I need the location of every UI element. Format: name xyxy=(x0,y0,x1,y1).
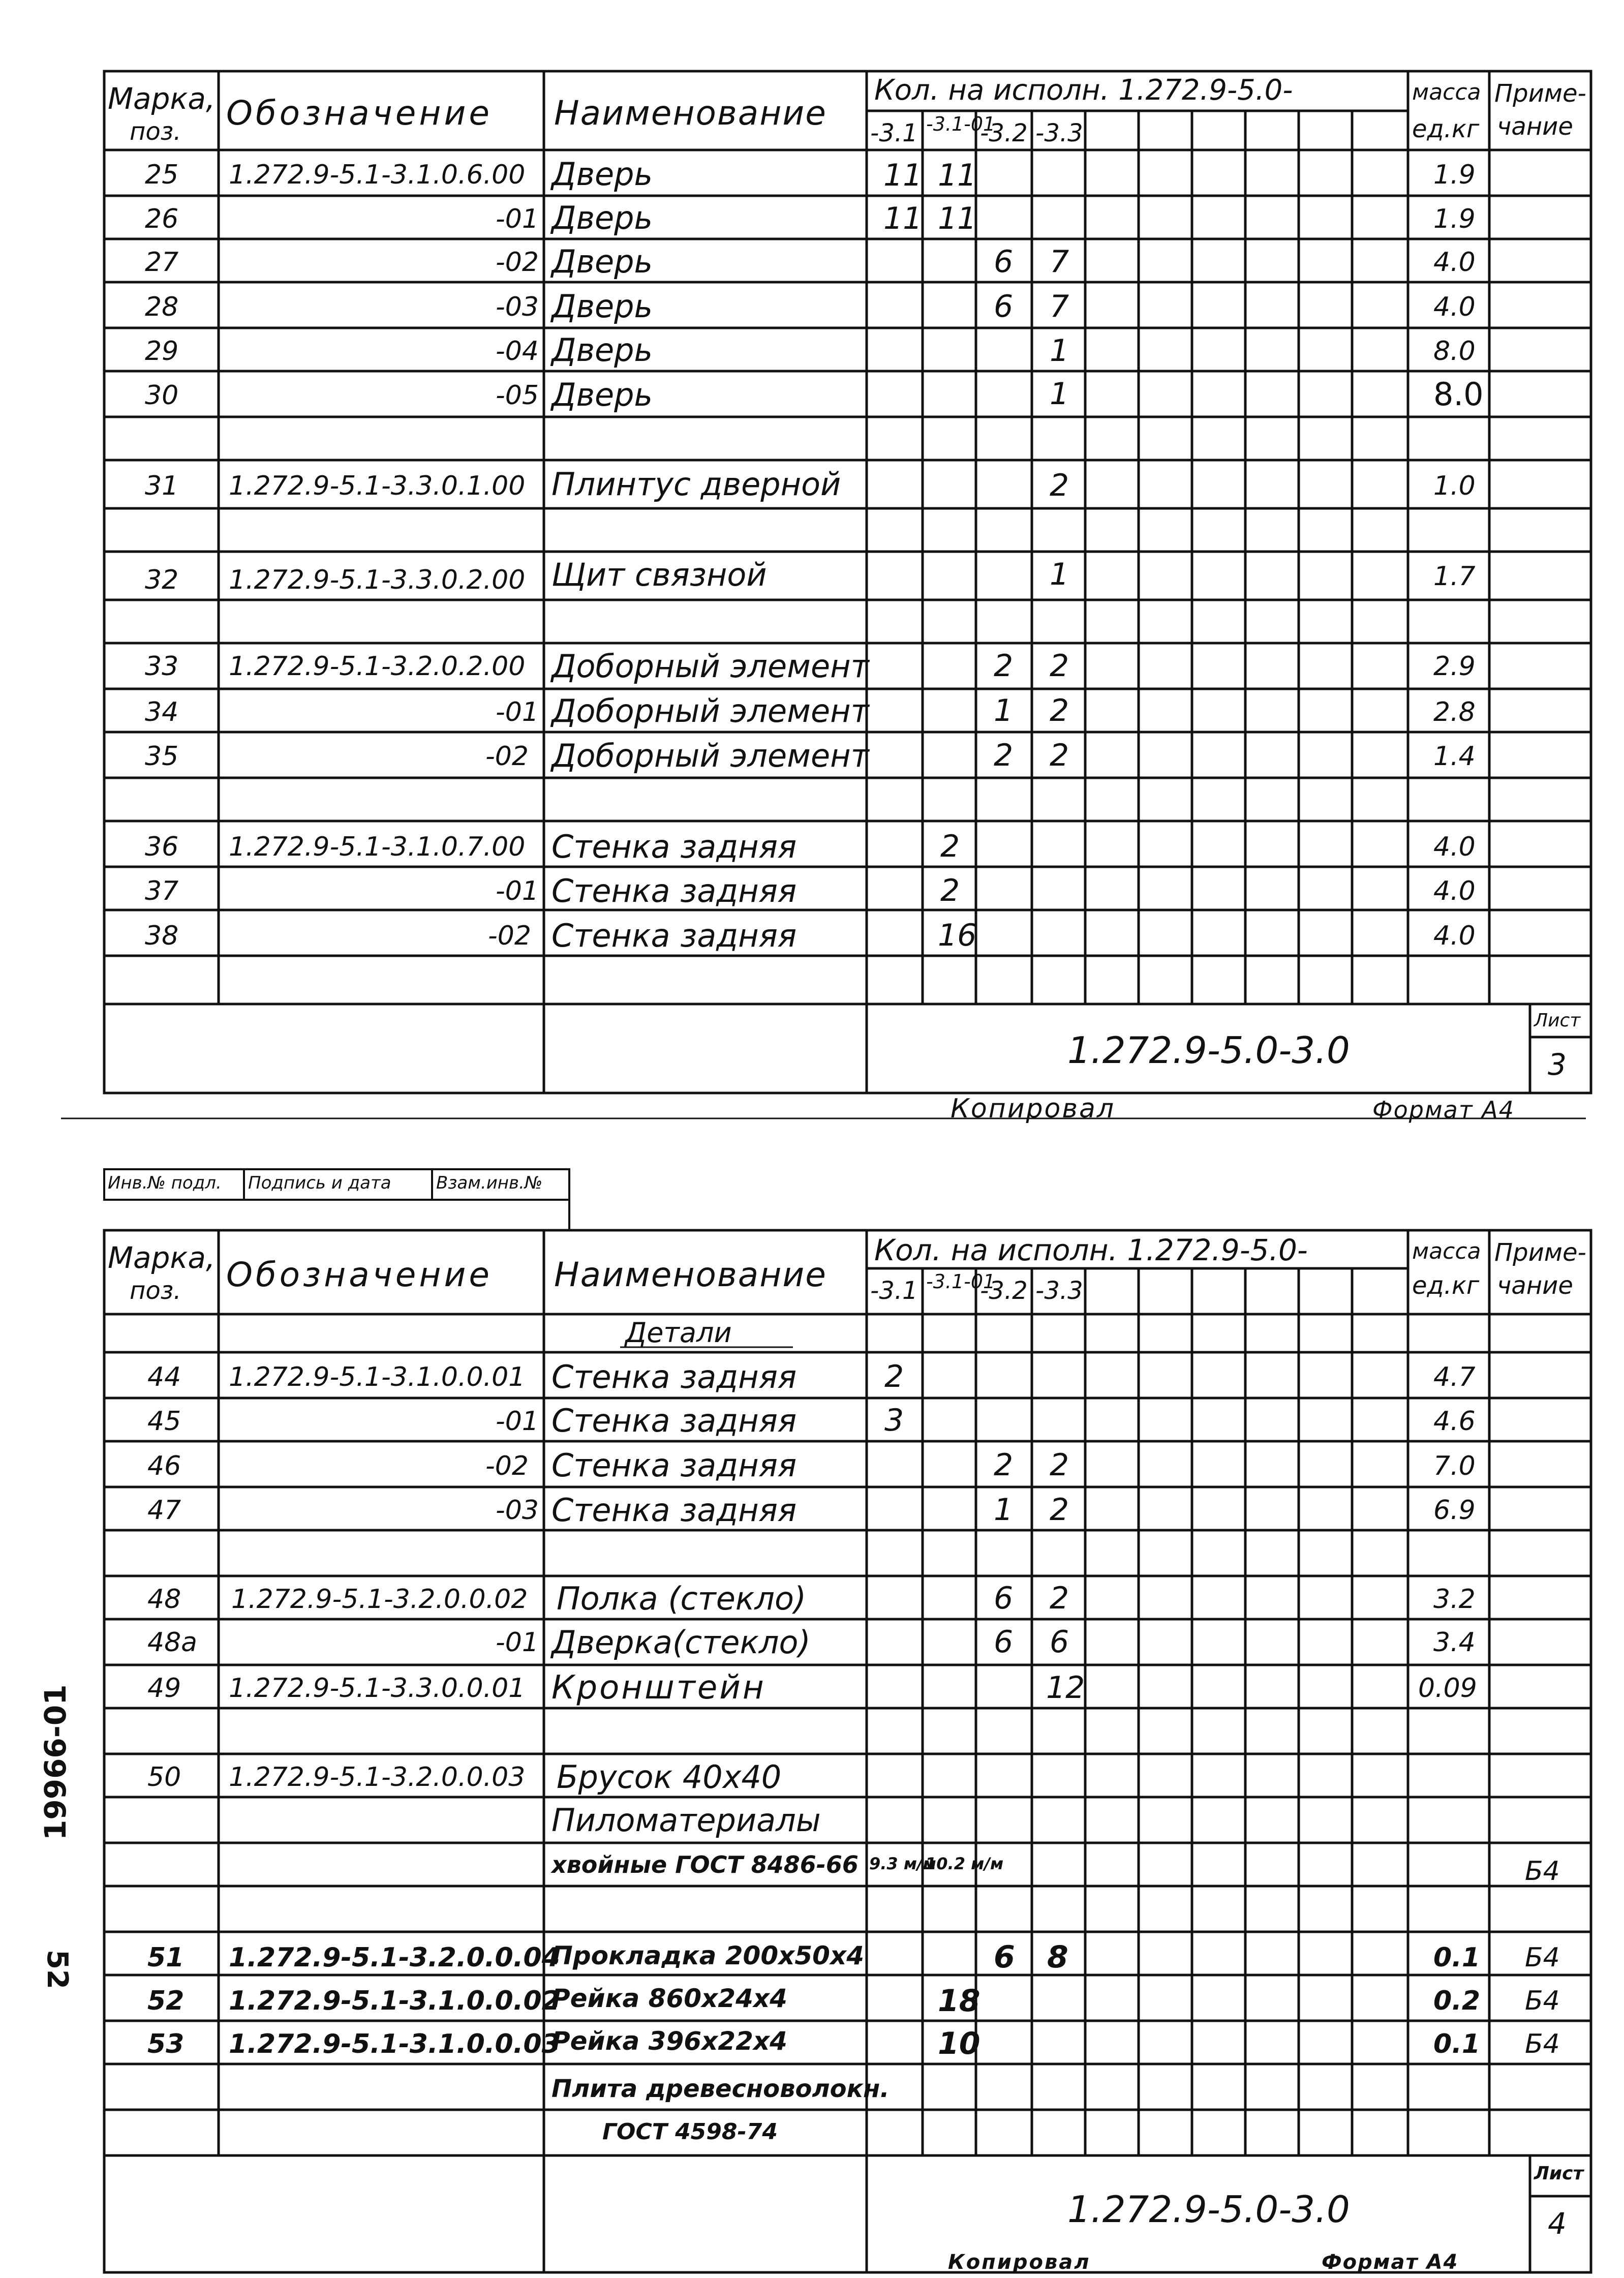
name: Брусок 40х40 xyxy=(557,1758,782,1796)
qty-3-3: 2 xyxy=(1050,648,1069,684)
qty-3-2: 2 xyxy=(994,648,1014,684)
stamp-signature-date: Подпись и дата xyxy=(248,1173,391,1193)
qty-3-1-01: 10 xyxy=(938,2026,980,2061)
pos: 52 xyxy=(147,1986,185,2016)
mass: 7.0 xyxy=(1433,1451,1476,1481)
name: Стенка задняя xyxy=(551,917,797,954)
mass: 1.9 xyxy=(1433,160,1476,190)
qty-3-2: 6 xyxy=(994,1624,1014,1660)
qty-3-3: 7 xyxy=(1050,289,1069,324)
pos: 29 xyxy=(145,336,179,367)
bottom-sheet-label: Лист xyxy=(1534,2163,1584,2184)
name: Доборный элемент xyxy=(551,737,869,774)
pos: 35 xyxy=(145,741,179,772)
pos: 53 xyxy=(147,2029,185,2059)
mass: 3.2 xyxy=(1433,1584,1476,1615)
top-header-designation: Обозначение xyxy=(226,94,493,133)
qty-3-1: 3 xyxy=(884,1403,904,1438)
designation: 1.272.9-5.1-3.2.0.0.04 xyxy=(229,1942,560,1973)
qty-3-3: 2 xyxy=(1050,468,1069,503)
qty-3-2: 6 xyxy=(994,289,1014,324)
designation: -01 xyxy=(496,697,539,727)
qty-3-3: 2 xyxy=(1050,738,1069,773)
qty-3-2: 1 xyxy=(994,693,1014,728)
top-header-mass2: ед.кг xyxy=(1412,115,1480,143)
mass: 0.1 xyxy=(1433,1942,1481,1973)
name: Прокладка 200х50х4 xyxy=(551,1941,864,1970)
name: Щит связной xyxy=(551,556,767,593)
pos: 38 xyxy=(145,921,179,951)
name: хвойные ГОСТ 8486-66 xyxy=(551,1851,859,1878)
name: Рейка 860х24х4 xyxy=(551,1984,787,2013)
top-col-3-1-01: -3.1-01 xyxy=(926,113,996,135)
bottom-col-3-1: -3.1 xyxy=(870,1277,918,1305)
bottom-header-note1: Приме- xyxy=(1494,1238,1586,1267)
qty-3-3: 8 xyxy=(1047,1939,1068,1975)
mass: 8.0 xyxy=(1433,336,1476,367)
pos: 48 xyxy=(147,1584,181,1615)
name: Полка (стекло) xyxy=(557,1580,807,1617)
note: Б4 xyxy=(1525,2029,1560,2059)
designation: 1.272.9-5.1-3.1.0.0.02 xyxy=(229,1986,560,2016)
mass: 3.4 xyxy=(1433,1627,1476,1658)
pos: 33 xyxy=(145,651,179,682)
designation: 1.272.9-5.1-3.2.0.2.00 xyxy=(229,651,526,682)
qty-3-1-01: 10.2 м/м xyxy=(925,1854,1004,1873)
pos: 46 xyxy=(147,1451,181,1481)
qty-3-2: 6 xyxy=(994,1581,1014,1616)
note: Б4 xyxy=(1525,1986,1560,2016)
name: Дверь xyxy=(551,199,653,236)
pos: 31 xyxy=(145,471,179,501)
stamp-replaced-inv: Взам.инв.№ xyxy=(436,1173,543,1193)
mass: 1.9 xyxy=(1433,204,1476,234)
mass: 4.0 xyxy=(1433,247,1476,278)
qty-3-2: 2 xyxy=(994,738,1014,773)
designation: -01 xyxy=(496,204,539,234)
bottom-format: Формат А4 xyxy=(1322,2251,1459,2274)
designation: 1.272.9-5.1-3.1.0.6.00 xyxy=(229,160,526,190)
pos: 49 xyxy=(147,1673,181,1704)
name: Доборный элемент xyxy=(551,692,869,730)
qty-3-1: 2 xyxy=(884,1359,904,1394)
mass: 2.8 xyxy=(1433,697,1476,727)
note: Б4 xyxy=(1525,1856,1560,1887)
qty-3-2: 6 xyxy=(994,1939,1015,1975)
bottom-header-mass1: масса xyxy=(1412,1238,1481,1264)
bottom-col-3-3: -3.3 xyxy=(1035,1277,1083,1305)
designation: 1.272.9-5.1-3.3.0.2.00 xyxy=(229,565,526,595)
pos: 27 xyxy=(145,247,179,278)
mass: 4.0 xyxy=(1433,921,1476,951)
top-header-qty: Кол. на исполн. 1.272.9-5.0- xyxy=(874,74,1293,107)
pos: 26 xyxy=(145,204,179,234)
designation: 1.272.9-5.1-3.2.0.0.02 xyxy=(231,1584,528,1615)
designation: -02 xyxy=(485,741,529,772)
mass: 4.0 xyxy=(1433,876,1476,906)
name: Пиломатериалы xyxy=(551,1802,821,1839)
bottom-doc-code: 1.272.9-5.0-3.0 xyxy=(1067,2188,1350,2231)
top-col-3-1: -3.1 xyxy=(870,119,918,147)
qty-3-1: 11 xyxy=(883,201,923,236)
pos: 48а xyxy=(147,1627,198,1658)
designation: -03 xyxy=(496,1495,539,1526)
pos: 50 xyxy=(147,1762,181,1793)
top-header-pos: поз. xyxy=(130,117,181,146)
qty-3-1: 9.3 м/м xyxy=(869,1854,936,1873)
qty-3-2: 2 xyxy=(994,1447,1014,1483)
name: Дверка(стекло) xyxy=(551,1624,811,1661)
qty-3-3: 2 xyxy=(1050,693,1069,728)
bottom-header-mass2: ед.кг xyxy=(1412,1271,1480,1300)
designation: 1.272.9-5.1-3.3.0.1.00 xyxy=(229,471,526,501)
bottom-header-mark: Марка, xyxy=(108,1240,216,1275)
name: Стенка задняя xyxy=(551,828,797,865)
designation: 1.272.9-5.1-3.1.0.7.00 xyxy=(229,832,526,862)
qty-3-3: 7 xyxy=(1050,244,1069,280)
mass: 4.0 xyxy=(1433,832,1476,862)
name: Дверь xyxy=(551,156,653,193)
designation: -02 xyxy=(496,247,539,278)
pos: 36 xyxy=(145,832,179,862)
name: Кронштейн xyxy=(551,1669,766,1707)
top-header-mass1: масса xyxy=(1412,79,1481,105)
mass: 1.7 xyxy=(1433,561,1476,592)
qty-3-3: 12 xyxy=(1046,1670,1085,1706)
mass: 1.4 xyxy=(1433,741,1476,772)
top-sheet-number: 3 xyxy=(1548,1047,1567,1082)
pos: 45 xyxy=(147,1406,181,1437)
name: Рейка 396х22х4 xyxy=(551,2026,787,2056)
qty-3-2: 1 xyxy=(994,1492,1014,1528)
top-header-mark: Марка, xyxy=(108,81,216,116)
stamp-inv-no: Инв.№ подл. xyxy=(108,1173,222,1193)
mass: 2.9 xyxy=(1433,651,1476,682)
mass: 0.2 xyxy=(1433,1986,1481,2016)
qty-3-1-01: 2 xyxy=(940,873,960,908)
pos: 30 xyxy=(145,380,179,411)
pos: 28 xyxy=(145,292,179,322)
name: Плинтус дверной xyxy=(551,466,841,503)
qty-3-1-01: 11 xyxy=(938,201,977,236)
designation: -04 xyxy=(496,336,539,367)
mass: 4.0 xyxy=(1433,292,1476,322)
qty-3-3: 6 xyxy=(1050,1624,1069,1660)
qty-3-3: 1 xyxy=(1050,557,1069,592)
name: Стенка задняя xyxy=(551,1492,797,1529)
bottom-col-3-1-01: -3.1-01 xyxy=(926,1270,996,1293)
qty-3-3: 2 xyxy=(1050,1492,1069,1528)
pos: 25 xyxy=(145,160,179,190)
name: Стенка задняя xyxy=(551,1447,797,1484)
margin-inventory-number: 19966-01 xyxy=(38,1684,73,1840)
qty-3-1-01: 16 xyxy=(938,918,977,953)
top-doc-code: 1.272.9-5.0-3.0 xyxy=(1067,1029,1350,1072)
designation: 1.272.9-5.1-3.1.0.0.03 xyxy=(229,2029,560,2059)
qty-3-3: 2 xyxy=(1050,1447,1069,1483)
name: Дверь xyxy=(551,376,653,413)
designation: 1.272.9-5.1-3.2.0.0.03 xyxy=(229,1762,526,1793)
name: Стенка задняя xyxy=(551,1358,797,1395)
designation: -01 xyxy=(496,876,539,906)
designation: -05 xyxy=(496,380,539,411)
mass: 1.0 xyxy=(1433,471,1476,501)
qty-3-3: 1 xyxy=(1050,333,1069,369)
mass: 4.7 xyxy=(1433,1362,1476,1392)
name: Стенка задняя xyxy=(551,872,797,909)
pos: 44 xyxy=(147,1362,181,1392)
top-col-3-2: -3.2 xyxy=(980,119,1028,147)
bottom-header-note2: чание xyxy=(1497,1271,1573,1300)
bottom-sheet-number: 4 xyxy=(1548,2206,1567,2241)
qty-3-3: 1 xyxy=(1050,376,1069,412)
pos: 51 xyxy=(147,1942,185,1973)
name: Дверь xyxy=(551,331,653,369)
name: Дверь xyxy=(551,288,653,325)
bottom-header-qty: Кол. на исполн. 1.272.9-5.0- xyxy=(874,1233,1308,1267)
bottom-header-name: Наименование xyxy=(554,1255,827,1294)
name: Дверь xyxy=(551,243,653,280)
qty-3-1-01: 11 xyxy=(938,158,977,193)
pos: 34 xyxy=(145,697,179,727)
mass: 0.09 xyxy=(1418,1673,1477,1704)
top-copied: Копировал xyxy=(951,1094,1116,1124)
qty-3-1-01: 18 xyxy=(938,1983,980,2019)
pos: 47 xyxy=(147,1495,181,1526)
designation: -03 xyxy=(496,292,539,322)
top-sheet-label: Лист xyxy=(1534,1010,1581,1031)
bottom-col-3-2: -3.2 xyxy=(980,1277,1028,1305)
designation: -01 xyxy=(496,1406,539,1437)
pos: 37 xyxy=(145,876,179,906)
section-details: Детали xyxy=(625,1317,732,1349)
name: Доборный элемент xyxy=(551,648,869,685)
bottom-header-designation: Обозначение xyxy=(226,1255,493,1294)
bottom-header-pos: поз. xyxy=(130,1277,181,1305)
bottom-copied: Копировал xyxy=(948,2251,1091,2274)
top-format: Формат А4 xyxy=(1372,1096,1515,1123)
designation: 1.272.9-5.1-3.1.0.0.01 xyxy=(229,1362,526,1392)
mass: 8.0 xyxy=(1433,376,1484,413)
name: Стенка задняя xyxy=(551,1402,797,1439)
name: Плита древесноволокн. xyxy=(551,2075,890,2103)
name: ГОСТ 4598-74 xyxy=(602,2119,778,2145)
mass: 4.6 xyxy=(1433,1406,1476,1437)
qty-3-2: 6 xyxy=(994,244,1014,280)
qty-3-1-01: 2 xyxy=(940,829,960,864)
mass: 6.9 xyxy=(1433,1495,1476,1526)
top-header-name: Наименование xyxy=(554,94,827,133)
designation: -02 xyxy=(485,1451,529,1481)
pos: 32 xyxy=(145,565,179,595)
note: Б4 xyxy=(1525,1942,1560,1973)
designation: -02 xyxy=(488,921,531,951)
margin-page-number: 52 xyxy=(41,1950,74,1989)
designation: -01 xyxy=(496,1627,539,1658)
qty-3-1: 11 xyxy=(883,158,923,193)
mass: 0.1 xyxy=(1433,2029,1481,2059)
top-header-note2: чание xyxy=(1497,112,1573,141)
top-col-3-3: -3.3 xyxy=(1035,119,1083,147)
qty-3-3: 2 xyxy=(1050,1581,1069,1616)
top-header-note1: Приме- xyxy=(1494,79,1586,108)
designation: 1.272.9-5.1-3.3.0.0.01 xyxy=(229,1673,526,1704)
